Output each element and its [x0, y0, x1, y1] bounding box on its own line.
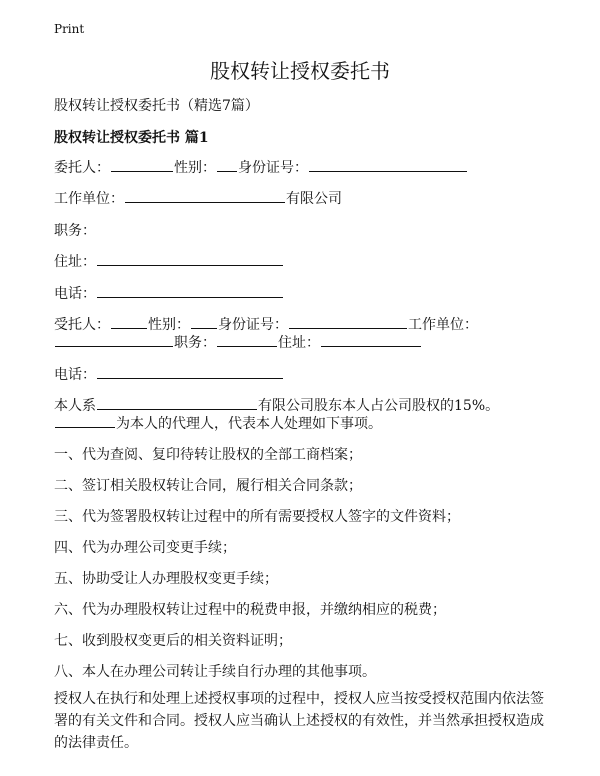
work-unit-label: 工作单位： [54, 191, 124, 207]
agent-name-blank [55, 413, 115, 428]
address-blank [97, 251, 283, 266]
agent-blank [111, 314, 147, 329]
document-title: 股权转让授权委托书 [210, 59, 390, 83]
item-3: 三、代为签署股权转让过程中的所有需要授权人签字的文件资料； [54, 509, 460, 525]
agent-phone-blank [97, 364, 283, 379]
company-suffix: 有限公司 [286, 191, 342, 207]
item-8: 八、本人在办理公司转让手续自行办理的其他事项。 [54, 664, 376, 680]
gender-blank [217, 157, 237, 172]
document-subtitle: 股权转让授权委托书（精选7篇） [54, 98, 259, 114]
agent-gender-blank [191, 314, 217, 329]
agent-id-label: 身份证号： [218, 317, 288, 333]
gender-label: 性别： [174, 160, 216, 176]
id-blank [309, 157, 467, 172]
company-name-blank [97, 395, 257, 410]
address-label: 住址： [54, 254, 96, 270]
item-4: 四、代为办理公司变更手续； [54, 540, 236, 556]
item-1: 一、代为查阅、复印待转让股权的全部工商档案； [54, 447, 362, 463]
work-unit-blank [125, 188, 285, 203]
statement-part3: 为本人的代理人，代表本人处理如下事项。 [116, 416, 382, 432]
phone-label: 电话： [54, 286, 96, 302]
agent-address-blank [321, 332, 421, 347]
agent-phone-label: 电话： [54, 367, 96, 383]
work-unit-row [54, 188, 342, 208]
principal-label: 委托人： [54, 160, 110, 176]
agent-row [54, 314, 478, 334]
position-label: 职务： [54, 223, 96, 239]
agent-position-blank [217, 332, 277, 347]
position-row [54, 220, 96, 240]
agent-work-unit-label: 工作单位： [408, 317, 478, 333]
section-heading: 股权转让授权委托书 篇1 [54, 130, 209, 146]
phone-blank [97, 283, 283, 298]
id-label: 身份证号： [238, 160, 308, 176]
print-link[interactable]: Print [54, 22, 85, 36]
statement-row-2 [54, 413, 382, 433]
principal-blank [111, 157, 173, 172]
closing-paragraph: 授权人在执行和处理上述授权事项的过程中，授权人应当按受授权范围内依法签署的有关文件和合同。授权人应当确认上述授权的有效性，并当然承担授权造成的法律责任。 [54, 691, 544, 751]
item-5: 五、协助受让人办理股权变更手续； [54, 571, 278, 587]
statement-part1: 本人系 [54, 398, 96, 414]
address-row [54, 251, 284, 271]
agent-id-blank [289, 314, 407, 329]
agent-position-label: 职务： [174, 335, 216, 351]
item-2: 二、签订相关股权转让合同，履行相关合同条款； [54, 478, 362, 494]
agent-phone-row [54, 364, 284, 384]
statement-row [54, 395, 499, 415]
principal-row [54, 157, 468, 177]
item-6: 六、代为办理股权转让过程中的税费申报，并缴纳相应的税费； [54, 602, 446, 618]
agent-label: 受托人： [54, 317, 110, 333]
statement-part2: 有限公司股东本人占公司股权的15%。 [258, 398, 500, 414]
item-7: 七、收到股权变更后的相关资料证明； [54, 633, 292, 649]
phone-row [54, 283, 284, 303]
agent-gender-label: 性别： [148, 317, 190, 333]
agent-address-label: 住址： [278, 335, 320, 351]
agent-work-unit-blank [55, 332, 173, 347]
agent-row-2 [54, 332, 422, 352]
